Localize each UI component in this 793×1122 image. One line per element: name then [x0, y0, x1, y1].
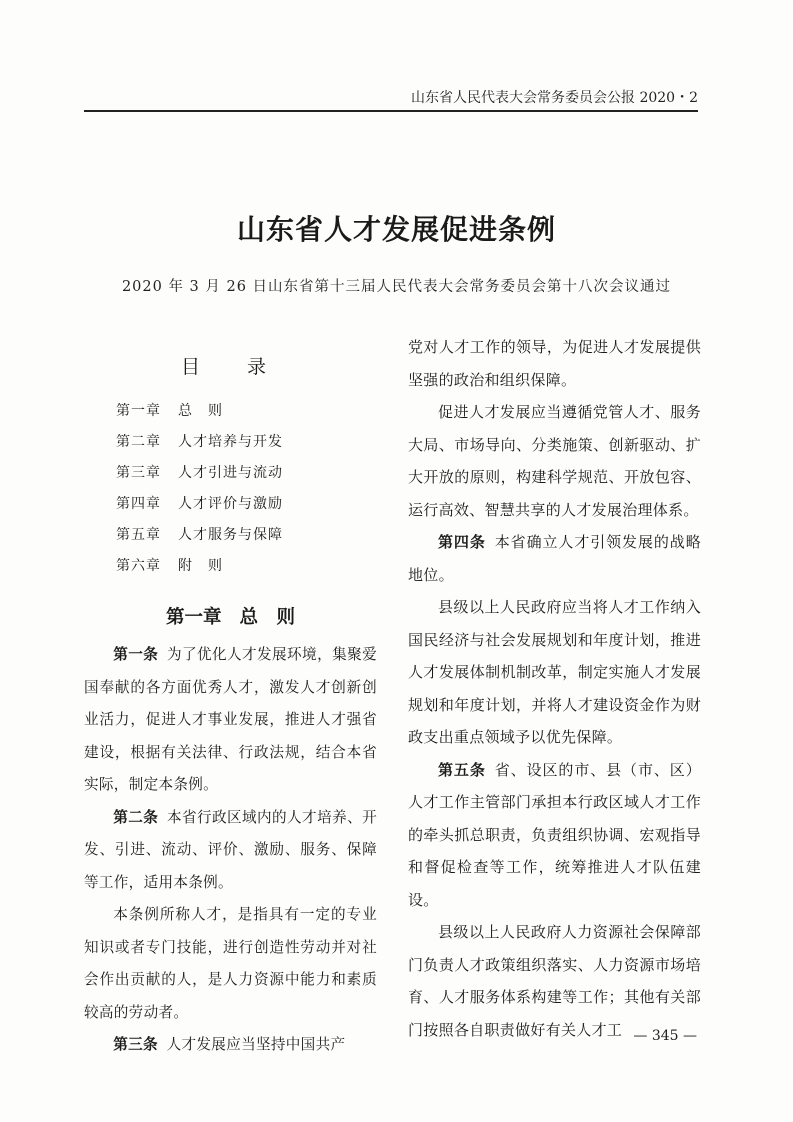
- toc-item: [116, 489, 377, 520]
- toc-item-number: 第二章: [116, 434, 161, 450]
- article-label: 第四条: [438, 533, 486, 551]
- toc-item-number: 第四章: [116, 496, 161, 512]
- running-head: 山东省人民代表大会常务委员会公报 2020・2: [411, 90, 698, 106]
- article-3: [84, 1029, 377, 1062]
- article-4: [408, 526, 701, 591]
- article-label: 第五条: [438, 760, 486, 779]
- article-text: 本省行政区域内的人才培养、开发、引进、流动、评价、激励、服务、保障等工作，适用本条例。: [84, 808, 377, 891]
- article-label: 第三条: [113, 1036, 158, 1053]
- toc-item-number: 第六章: [116, 558, 161, 574]
- left-column: [84, 345, 377, 1062]
- article-text: 为了优化人才发展环境，集聚爱国奉献的各方面优秀人才，激发人才创新创业活力，促进人才事业发展，推进人才强省建设，根据有关法律、行政法规，结合本省实际，制定本条例。: [84, 646, 377, 793]
- chapter-title: 总 则: [239, 607, 296, 628]
- toc-heading: 目 录: [180, 356, 280, 378]
- toc-list: [84, 396, 377, 582]
- toc-item-name: 附 则: [178, 558, 223, 574]
- paragraph-continued: 党对人才工作的领导，为促进人才发展提供坚强的政治和组织保障。: [408, 338, 701, 389]
- toc-item-name: 总 则: [178, 403, 223, 419]
- article-1: [84, 639, 377, 802]
- toc-item: [116, 458, 377, 489]
- toc-item: [116, 551, 377, 582]
- paragraph: 促进人才发展应当遵循党管人才、服务大局、市场导向、分类施策、创新驱动、扩大开放的原则，构建科学规范、开放包容、运行高效、智慧共享的人才发展治理体系。: [408, 403, 701, 519]
- toc-item: [116, 396, 377, 427]
- chapter-label: 第一章: [165, 607, 222, 628]
- article-label: 第二条: [113, 808, 159, 826]
- chapter-heading: [84, 597, 377, 639]
- article-text: 本省确立人才引领发展的战略地位。: [408, 533, 702, 584]
- header-rule: [84, 110, 698, 112]
- paragraph: 县级以上人民政府人力资源社会保障部门负责人才政策组织落实、人力资源市场培育、人才服务体系构建等工作；其他有关部门按照各自职责做好有关人才工: [408, 923, 701, 1039]
- toc-item-name: 人才评价与激励: [178, 496, 283, 512]
- toc-item: [116, 427, 377, 458]
- article-5: [408, 754, 701, 917]
- article-label: 第一条: [113, 646, 159, 663]
- toc-item: [116, 520, 377, 551]
- article-text: 人才发展应当坚持中国共产: [166, 1036, 346, 1053]
- toc-item-name: 人才培养与开发: [178, 434, 283, 450]
- document-subtitle: 2020 年 3 月 26 日山东省第十三届人民代表大会常务委员会第十八次会议通过: [121, 279, 672, 295]
- toc-item-number: 第一章: [116, 403, 161, 419]
- document-title: 山东省人才发展促进条例: [236, 213, 556, 246]
- right-column: [408, 331, 701, 1046]
- toc-item-number: 第五章: [116, 527, 161, 543]
- toc-item-number: 第三章: [116, 465, 161, 481]
- paragraph: 县级以上人民政府应当将人才工作纳入国民经济与社会发展规划和年度计划，推进人才发展体制机制改革，制定实施人才发展规划和年度计划，并将人才建设资金作为财政支出重点领域予以优先保障。: [408, 598, 701, 746]
- article-2: [84, 802, 377, 900]
- page-number: — 345 —: [633, 1028, 697, 1044]
- toc-item-name: 人才服务与保障: [178, 527, 283, 543]
- article-text: 省、设区的市、县（市、区）人才工作主管部门承担本行政区域人才工作的牵头抓总职责，负责组织协调、宏观指导和督促检查等工作，统筹推进人才队伍建设。: [408, 760, 702, 909]
- paragraph: 本条例所称人才，是指具有一定的专业知识或者专门技能，进行创造性劳动并对社会作出贡献的人，是人力资源中能力和素质较高的劳动者。: [84, 906, 377, 1021]
- toc-item-name: 人才引进与流动: [178, 465, 283, 481]
